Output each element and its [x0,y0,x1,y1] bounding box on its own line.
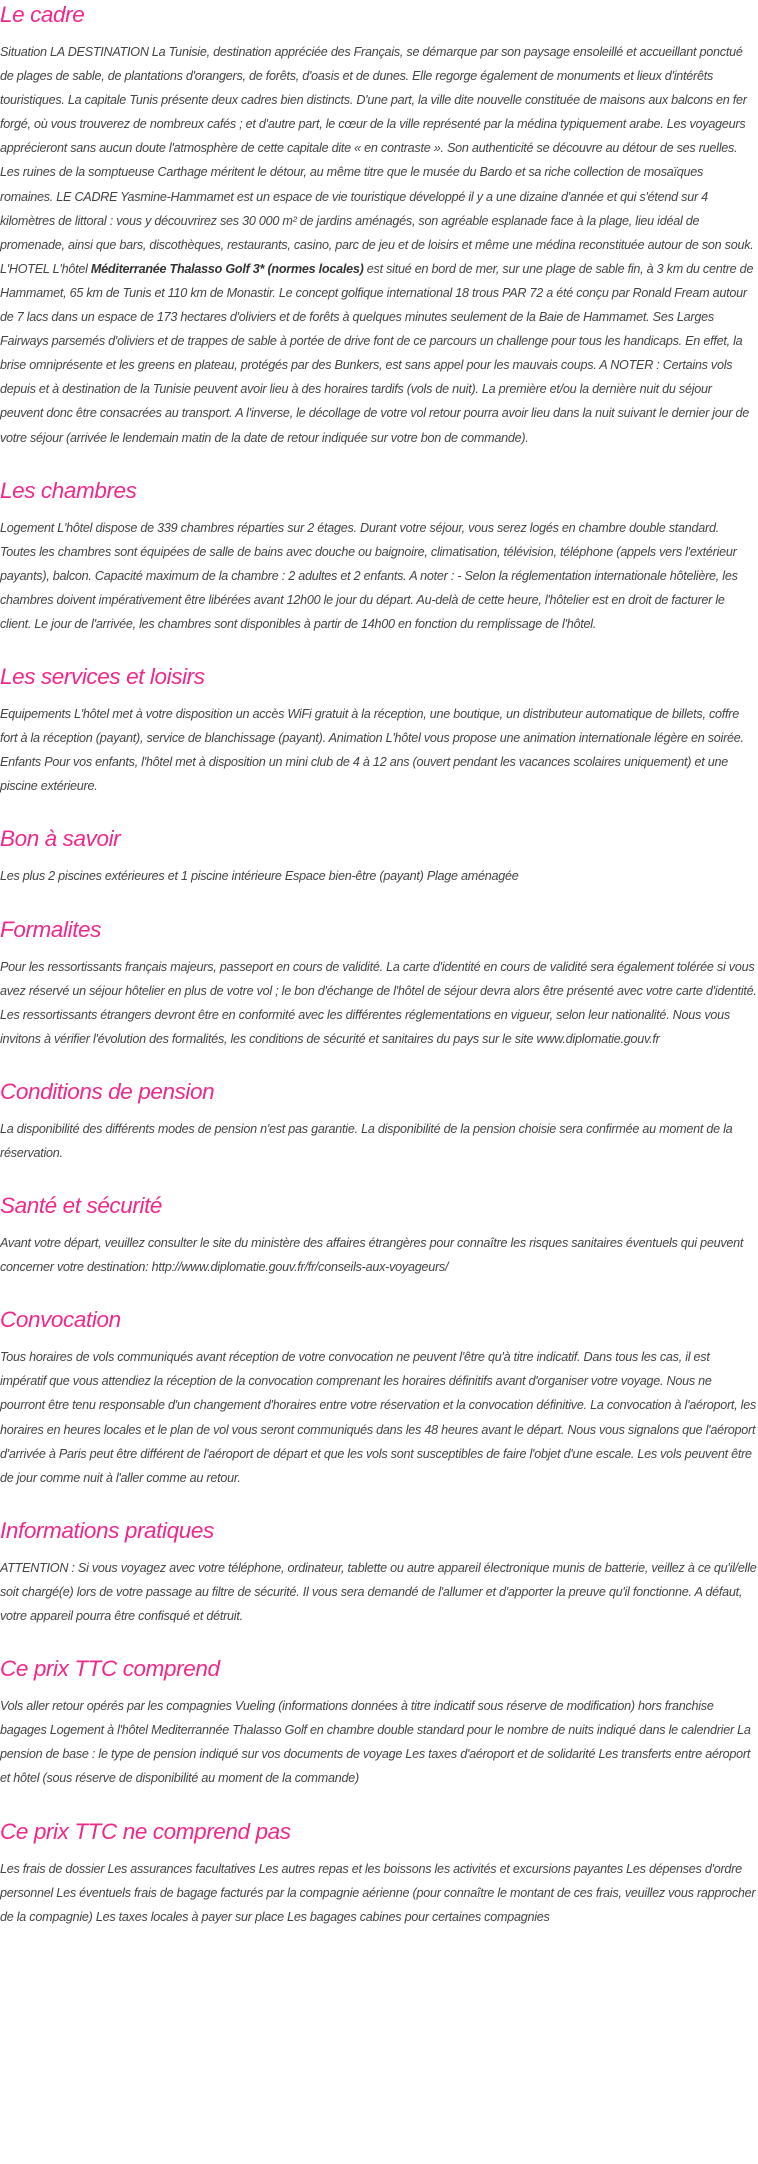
section-text: Tous horaires de vols communiqués avant réception de votre convocation ne peuvent l'être qu'à titre indicatif. Dans tous les cas, il est impératif que vous attendiez la réception de la convocation comprenant les horaires définitifs avant d'organiser votre voyage. Nous ne pourront être tenu responsable d'un changement d'horaires entre votre réservation et la convocation définitive. La convocation à l'aéroport, les horaires en heures locales et le plan de vol vous seront communiqués dans les 48 heures avant le départ. Nous vous signalons que l'aéroport d'arrivée à Paris peut être différent de l'aéroport de départ et que les vols sont susceptibles de faire l'objet d'une escale. Les vols peuvent être de jour comme nuit à l'aller comme au retour. [0,1350,757,1485]
section-title: Convocation [0,1307,121,1333]
section-title: Ce prix TTC ne comprend pas [0,1818,291,1844]
section-text: Les plus 2 piscines extérieures et 1 piscine intérieure Espace bien-être (payant) Plage aménagée [0,869,519,884]
section-sante-securite [0,1191,758,1279]
section-title: Les services et loisirs [0,664,205,690]
section-text: La disponibilité des différents modes de pension n'est pas garantie. La disponibilité de la pension choisie sera confirmée au moment de la réservation. [0,1121,733,1160]
section-text: Logement L'hôtel dispose de 339 chambres réparties sur 2 étages. Durant votre séjour, vous serez logés en chambre double standard. Toutes les chambres sont équipées de salle de bains avec douche ou baignoire, climatisation, télévision, téléphone (appels vers l'extérieur payants), balcon. Capacité maximum de la chambre : 2 adultes et 2 enfants. A noter : - Selon la réglementation internationale hôtelière, les chambres doivent impérativement être libérées avant 12h00 le jour du départ. Au-delà de cette heure, l'hôtelier est en droit de facturer le client. Le jour de l'arrivée, les chambres sont disponibles à partir de 14h00 en fonction du remplissage de l'hôtel. [0,520,738,631]
section-title: Bon à savoir [0,826,121,852]
section-informations-pratiques [0,1516,758,1628]
section-bon-a-savoir [0,824,758,888]
section-title: Ce prix TTC comprend [0,1656,220,1682]
section-formalites [0,915,758,1051]
section-title: Formalites [0,916,102,942]
section-conditions-pension [0,1077,758,1165]
section-services-loisirs [0,662,758,798]
section-title: Conditions de pension [0,1078,215,1104]
hotel-name-bold: Méditerranée Thalasso Golf 3* (normes locales) [90,261,364,276]
section-title: Santé et sécurité [0,1193,163,1219]
section-title: Les chambres [0,477,137,503]
section-title: Le cadre [0,2,85,27]
section-convocation [0,1305,758,1490]
section-text: Pour les ressortissants français majeurs, passeport en cours de validité. La carte d'identité en cours de validité sera également tolérée si vous avez réservé un séjour hôtelier en plus de votre vol ; le bon d'échange de l'hôtel de séjour devra alors être présenté avec votre carte d'identité. Les ressortissants étrangers devront être en conformité avec les différentes réglementations en vigueur, selon leur nationalité. Nous vous invitons à vérifier l'évolution des formalités, les conditions de sécurité et sanitaires du pays sur le site www.diplomatie.gouv.fr [0,959,757,1046]
section-text: ATTENTION : Si vous voyagez avec votre téléphone, ordinateur, tablette ou autre appareil électronique munis de batterie, veillez à ce qu'il/elle soit chargé(e) lors de votre passage au filtre de sécurité. Il vous sera demandé de l'allumer et d'apporter la preuve qu'il fonctionne. A défaut, votre appareil pourra être confisqué et détruit. [0,1560,757,1624]
section-text: Les frais de dossier Les assurances facultatives Les autres repas et les boissons les activités et excursions payantes Les dépenses d'ordre personnel Les éventuels frais de bagage facturés par la compagnie aérienne (pour connaître le montant de ces frais, veuillez vous rapprocher de la compagnie) Les taxes locales à payer sur place Les bagages cabines pour certaines compagnies [0,1861,756,1924]
section-prix-ne-comprend-pas [0,1817,758,1929]
section-text [0,40,758,450]
section-le-cadre [0,0,758,450]
section-text: Equipements L'hôtel met à votre disposition un accès WiFi gratuit à la réception, une boutique, un distributeur automatique de billets, coffre fort à la réception (payant), service de blanchissage (payant). Animation L'hôtel vous propose une animation internationale légère en soirée. Enfants Pour vos enfants, l'hôtel met à disposition un mini club de 4 à 12 ans (ouvert pendant les vacances scolaires uniquement) et une piscine extérieure. [0,707,744,794]
section-les-chambres [0,476,758,636]
section-prix-comprend [0,1654,758,1790]
text-part: Situation LA DESTINATION La Tunisie, destination appréciée des Français, se démarque par son paysage ensoleillé et accueillant ponctué de plages de sable, de plantations d'orangers, de forêts, d'oasis et de dunes. Elle regorge également de monuments et lieux d'intérêts touristiques. La capitale Tunis présente deux cadres bien distincts. D'une part, la ville dite nouvelle constituée de maisons aux balcons en fer forgé, où vous trouverez de nombreux cafés ; et d'autre part, le cœur de la ville représenté par la médina typiquement arabe. Les voyageurs apprécieront sans aucun doute l'atmosphère de cette capitale dite « en contraste ». Son authenticité se découvre au détour de ses ruelles. Les ruines de la somptueuse Carthage méritent le détour, au même titre que le musée du Bardo et sa riche collection de mosaïques romaines. LE CADRE Yasmine-Hammamet est un espace de vie touristique développé il y a une dizaine d'année et qui s'étend sur 4 kilomètres de littoral : vous y découvrirez ses 30 000 m² de jardins aménagés, son agréable esplanade face à la plage, lieu idéal de promenade, ainsi que bars, discothèques, restaurants, casino, parc de jeu et de loisirs et même une médina reconstituée autour de son souk. L'HOTEL L'hôtel [0,45,754,276]
section-title: Informations pratiques [0,1517,214,1543]
text-part: est situé en bord de mer, sur une plage de sable fin, à 3 km du centre de Hammamet, 65 km de Tunis et 110 km de Monastir. Le concept golfique international 18 trous PAR 72 a été conçu par Ronald Fream autour de 7 lacs dans un espace de 173 hectares d'oliviers et de forêts à quelques minutes seulement de la Baie de Hammamet. Ses Larges Fairways parsemés d'oliviers et de trappes de sable à portée de drive font de ce parcours un challenge pour tous les handicaps. En effet, la brise omniprésente et les greens en plateau, protégés par des Bunkers, est sans appel pour les mauvais coups. A NOTER : Certains vols depuis et à destination de la Tunisie peuvent avoir lieu à des horaires tardifs (vols de nuit). La première et/ou la dernière nuit du séjour peuvent donc être consacrées au transport. A l'inverse, le décollage de votre vol retour pourra avoir lieu dans la nuit suivant le dernier jour de votre séjour (arrivée le lendemain matin de la date de retour indiquée sur votre bon de commande). [0,261,754,445]
section-text: Vols aller retour opérés par les compagnies Vueling (informations données à titre indicatif sous réserve de modification) hors franchise bagages Logement à l'hôtel Mediterrannée Thalasso Golf en chambre double standard pour le nombre de nuits indiqué dans le calendrier La pension de base : le type de pension indiqué sur vos documents de voyage Les taxes d'aéroport et de solidarité Les transferts entre aéroport et hôtel (sous réserve de disponibilité au moment de la commande) [0,1699,751,1786]
section-text: Avant votre départ, veuillez consulter le site du ministère des affaires étrangères pour connaître les risques sanitaires éventuels qui peuvent concerner votre destination: http://www.diplomatie.gouv.fr/fr/conseils-aux-voyageurs/ [0,1236,744,1275]
